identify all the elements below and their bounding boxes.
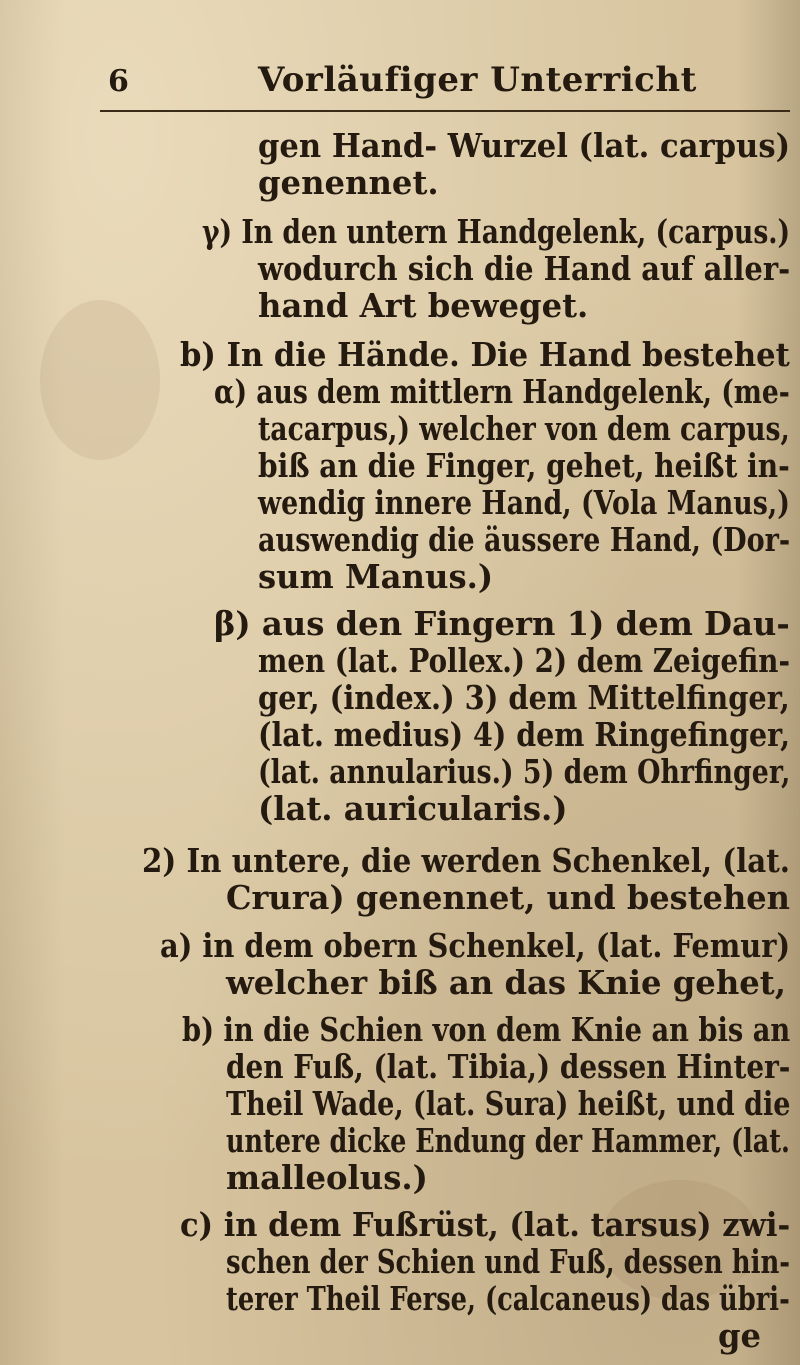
text-line: gen Hand- Wurzel (lat. carpus) [258,127,791,165]
text-line: a) in dem obern Schenkel, (lat. Femur) [160,926,791,965]
text-line: den Fuß, (lat. Tibia,) dessen Hinter- [226,1047,791,1086]
text-line: γ) In den untern Handgelenk, (carpus.) [202,212,791,251]
text-line: 2) In untere, die werden Schenkel, (lat. [142,842,790,881]
text-line: wendig innere Hand, (Vola Manus,) [258,483,790,522]
text-line: ger, (index.) 3) dem Mittelfinger, [258,679,790,718]
catchword: ge [718,1317,762,1355]
paper-stain [40,300,160,460]
page-number: 6 [108,64,129,99]
text-line: untere dicke Endung der Hammer, (lat. [226,1121,790,1160]
text-line: (lat. auricularis.) [258,790,568,829]
text-line: b) In die Hände. Die Hand bestehet [180,335,790,374]
text-line: schen der Schien und Fuß, dessen hin- [226,1242,791,1281]
text-line: Theil Wade, (lat. Sura) heißt, und die [226,1084,791,1123]
running-title: Vorläufiger Unterricht [258,60,697,100]
text-line: sum Manus.) [258,557,494,596]
text-line: genennet. [258,164,439,203]
text-line: hand Art beweget. [258,286,589,325]
text-line: malleolus.) [226,1158,428,1197]
text-line: Crura) genennet, und bestehen [226,879,791,918]
text-line: α) aus dem mittlern Handgelenk, (me- [214,372,790,411]
text-line: tacarpus,) welcher von dem carpus, [258,409,790,448]
text-line: (lat. medius) 4) dem Ringefinger, [258,716,791,755]
text-line: β) aus den Fingern 1) dem Dau- [214,605,790,644]
text-line: (lat. annularius.) 5) dem Ohrfinger, [258,753,791,792]
text-line: terer Theil Ferse, (calcaneus) das übri- [226,1279,790,1318]
text-line: biß an die Finger, gehet, heißt in- [258,446,790,485]
text-line: men (lat. Pollex.) 2) dem Zeigefin- [258,642,790,681]
text-line: auswendig die äussere Hand, (Dor- [258,520,791,559]
text-line: c) in dem Fußrüst, (lat. tarsus) zwi- [180,1205,791,1244]
text-line: wodurch sich die Hand auf aller- [258,249,791,288]
header-rule [100,110,790,112]
text-line: b) in die Schien von dem Knie an bis an [182,1010,791,1049]
text-line: welcher biß an das Knie gehet, [226,963,786,1002]
